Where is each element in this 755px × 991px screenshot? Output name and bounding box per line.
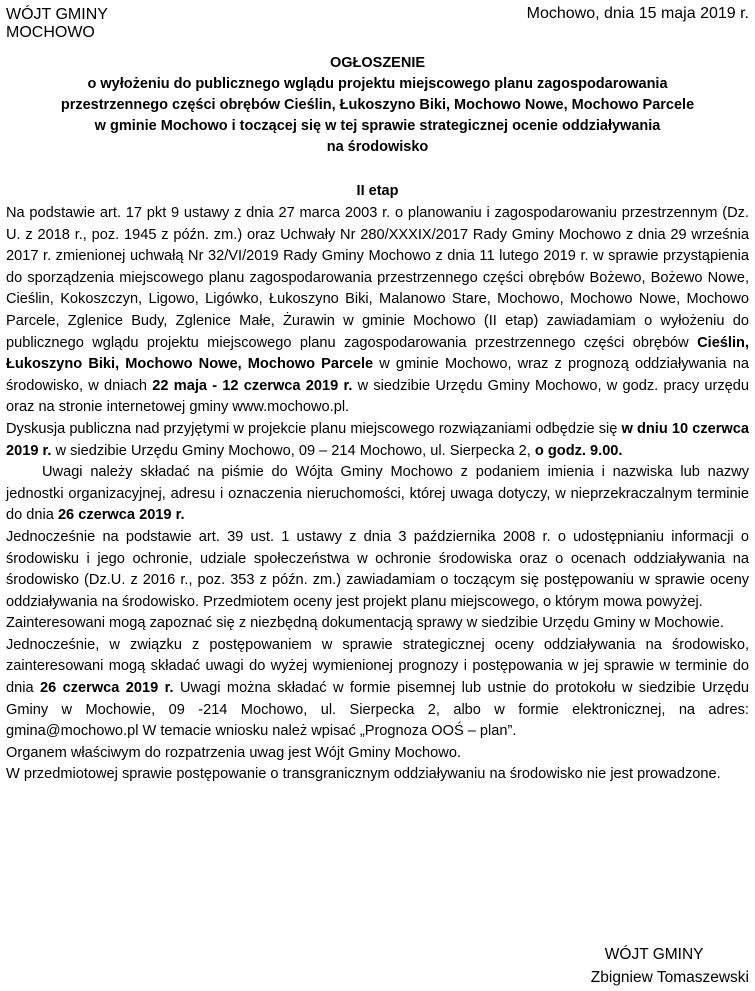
paragraph-strategic-assessment [6,635,749,743]
heading-line-4: na środowisko [326,139,429,155]
heading-line-1: o wyłożeniu do publicznego wglądu projektu miejscowego planu zagospodarowania [87,76,668,92]
issuer-block [6,6,108,42]
p3-text-a: Uwagi należy składać na piśmie do Wójta Gminy Mochowo z podaniem imienia i nazwiska lub nazwy jednostki organizacyjnej, adresu i oznaczenia nieruchomości, której uwaga dotyczy, w nieprzekraczalnym terminie do dnia [6,464,749,524]
p1-text-e: w siedzibie Urzędu Gminy Mochowo, w godz. pracy urzędu oraz na stronie internetowej gminy www.mochowo.pl. [6,377,749,416]
stage-label: II etap [356,183,399,199]
paragraph-documentation: Zainteresowani mogą zapoznać się z niezbędną dokumentacją sprawy w siedzibie Urzędu Gminy w Mochowie. [6,615,724,632]
paragraph-transboundary: W przedmiotowej sprawie postępowanie o transgranicznym oddziaływaniu na środowisko nie jest prowadzone. [6,766,721,783]
p1-text-a: Na podstawie art. 17 pkt 9 ustawy z dnia 27 marca 2003 r. o planowaniu i zagospodarowaniu przestrzennym (Dz. U. z 2018 r., poz. 1945 z późn. zm.) oraz Uchwały Nr 280/XXXIX/2017 Rady Gminy Mochowo z dnia 29 września 2017 r. zmienionej uchwałą Nr 32/VI/2019 Rady Gminy Mochowo z dnia 11 lutego 2019 r. w sprawie przystąpienia do sporządzenia miejscowego planu zagospodarowania przestrzennego części obrębów Bożewo, Bożewo Nowe, Cieślin, Kokoszczyn, Ligowo, Ligówko, Łukoszyno Biki, Malanowo Stare, Mochowo, Mochowo Nowe, Mochowo Parcele, Zglenice Budy, Zglenice Małe, Żurawin w gminie Mochowo (II etap) zawiadamiam o wyłożeniu do publicznego wglądu projektu miejscowego planu zagospodarowania przestrzennego części obrębów [6,205,749,351]
p2-text-c: w siedzibie Urzędu Gminy Mochowo, 09 – 214 Mochowo, ul. Sierpecka 2, [51,442,535,459]
signature-name: Zbigniew Tomaszewski [590,969,749,986]
issuer-line-1: WÓJT GMINY [6,6,108,23]
heading-line-2: przestrzennego części obrębów Cieślin, Łukoszyno Biki, Mochowo Nowe, Mochowo Parcele [60,97,695,113]
p2-text-a: Dyskusja publiczna nad przyjętymi w projekcie planu miejscowego rozwiązaniami odbędzie się [6,420,622,437]
paragraph-public-discussion [6,419,749,462]
p6-text-a: Jednocześnie, w związku z postępowaniem w sprawie strategicznej oceny oddziaływania na środowisko, zainteresowani mogą składać uwagi do wyżej wymienionej prognozy i postępowania w jej sprawie w terminie do dnia [6,636,749,697]
p1-obreby: Cieślin, Łukoszyno Biki, Mochowo Nowe, Mochowo Parcele [6,334,749,373]
p1-text-c: w gminie Mochowo, wraz z prognozą oddziaływania na środowisko, w dniach [6,356,749,394]
p2-time: o godz. 9.00. [534,442,623,459]
paragraph-competent-authority: Organem właściwym do rozpatrzenia uwag jest Wójt Gminy Mochowo. [6,744,462,761]
announcement-title: OGŁOSZENIE [329,55,426,71]
p6-text-c: Uwagi można składać w formie pisemnej lub ustnie do protokołu w siedzibie Urzędu Gminy w Mochowie, 09 -214 Mochowo, ul. Sierpecka 2, albo w formie elektronicznej, na adres: gmina@mochowo.pl W temacie wniosku należ wpisać „Prognoza OOŚ – plan”. [6,680,749,740]
p6-deadline: 26 czerwca 2019 r. [39,680,174,697]
heading-line-3: w gminie Mochowo i toczącej się w tej sprawie strategicznej ocenie oddziaływania [94,118,661,134]
signature-block [591,943,749,989]
place-date: Mochowo, dnia 15 maja 2019 r. [526,5,749,22]
announcement-heading [40,53,715,158]
paragraph-remarks [6,462,749,527]
p2-date: w dniu 10 czerwca 2019 r. [6,420,749,459]
paragraph-environment-notice: Jednocześnie na podstawie art. 39 ust. 1 ustawy z dnia 3 października 2008 r. o udostępnianiu informacji o środowisku i jego ochronie, udziale społeczeństwa w ochronie środowiska oraz o ocenach oddziaływania na środowisko (Dz.U. z 2016 r., poz. 353 z późn. zm.) zawiadamiam o toczącym się postępowaniu w sprawie oceny oddziaływania na środowisko. Przedmiotem oceny jest projekt planu miejscowego, o którym mowa powyżej. [6,528,749,610]
p1-dates: 22 maja - 12 czerwca 2019 r. [152,377,353,394]
p3-deadline: 26 czerwca 2019 r. [57,507,185,524]
paragraph-legal-basis [6,203,749,419]
issuer-line-2: MOCHOWO [6,24,95,41]
signature-title: WÓJT GMINY [604,946,704,963]
announcement-body [6,203,749,786]
